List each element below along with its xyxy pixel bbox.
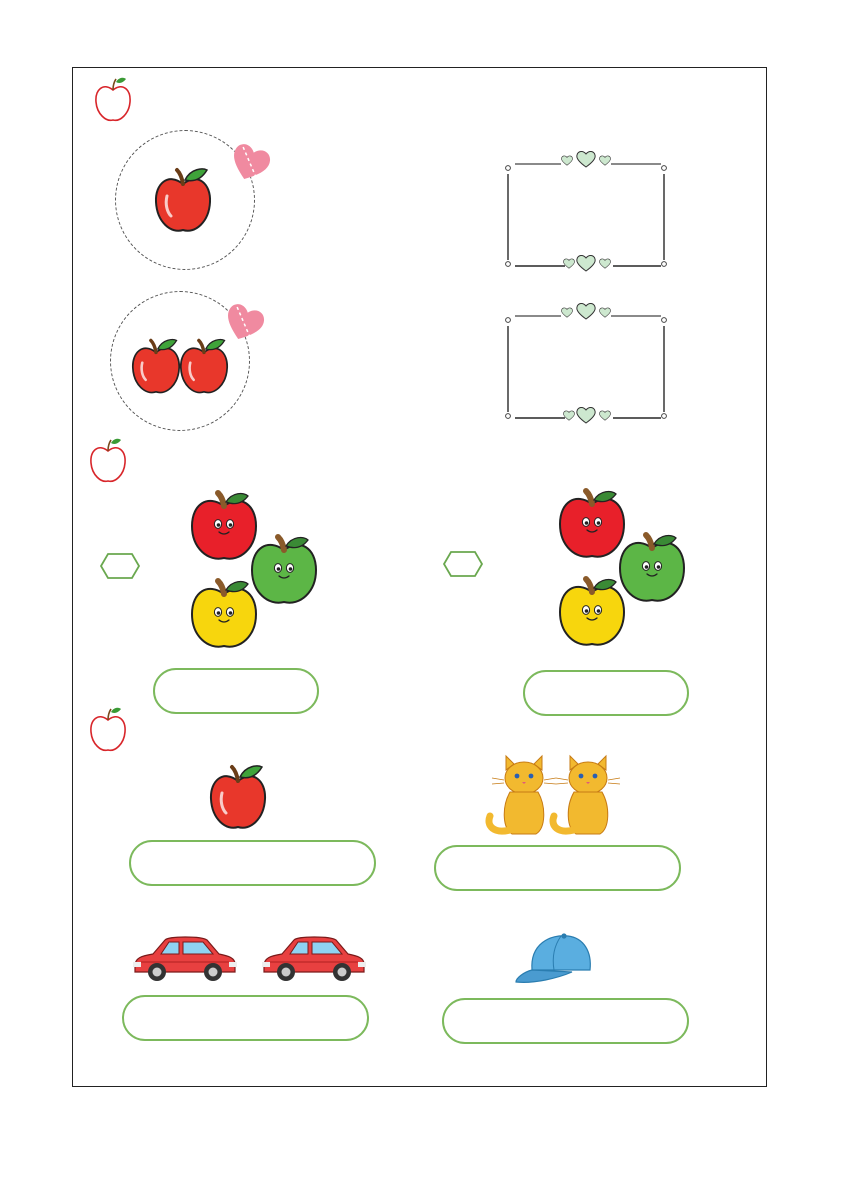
- yellow-apple-face-icon: [190, 578, 260, 652]
- cat-icon: [548, 756, 628, 840]
- answer-frame-2[interactable]: [503, 302, 669, 424]
- answer-pill-cars[interactable]: [122, 995, 369, 1041]
- green-apple-face-icon: [250, 534, 320, 608]
- section-1-marker: [93, 76, 135, 124]
- section-2-marker: [88, 437, 130, 485]
- answer-pill-trio-left[interactable]: [153, 668, 319, 714]
- answer-hexagon-2[interactable]: [443, 551, 483, 577]
- answer-pill-cats[interactable]: [434, 845, 681, 891]
- apple-outline-icon: [88, 706, 130, 754]
- yellow-apple-face-icon: [558, 576, 628, 650]
- answer-hexagon-1[interactable]: [100, 553, 140, 579]
- answer-pill-apple[interactable]: [129, 840, 376, 886]
- blue-cap-icon: [514, 930, 594, 984]
- red-apple-icon: [130, 337, 182, 397]
- red-apple-icon: [178, 337, 230, 397]
- answer-pill-cap[interactable]: [442, 998, 689, 1044]
- answer-frame-1[interactable]: [503, 150, 669, 272]
- red-apple-icon: [208, 763, 270, 835]
- apple-outline-icon: [88, 437, 130, 485]
- apple-outline-icon: [93, 76, 135, 124]
- green-apple-face-icon: [618, 532, 688, 606]
- red-apple-icon: [153, 166, 215, 238]
- red-car-icon: [131, 932, 239, 982]
- answer-pill-trio-right[interactable]: [523, 670, 689, 716]
- red-car-icon: [260, 932, 368, 982]
- section-3-marker: [88, 706, 130, 754]
